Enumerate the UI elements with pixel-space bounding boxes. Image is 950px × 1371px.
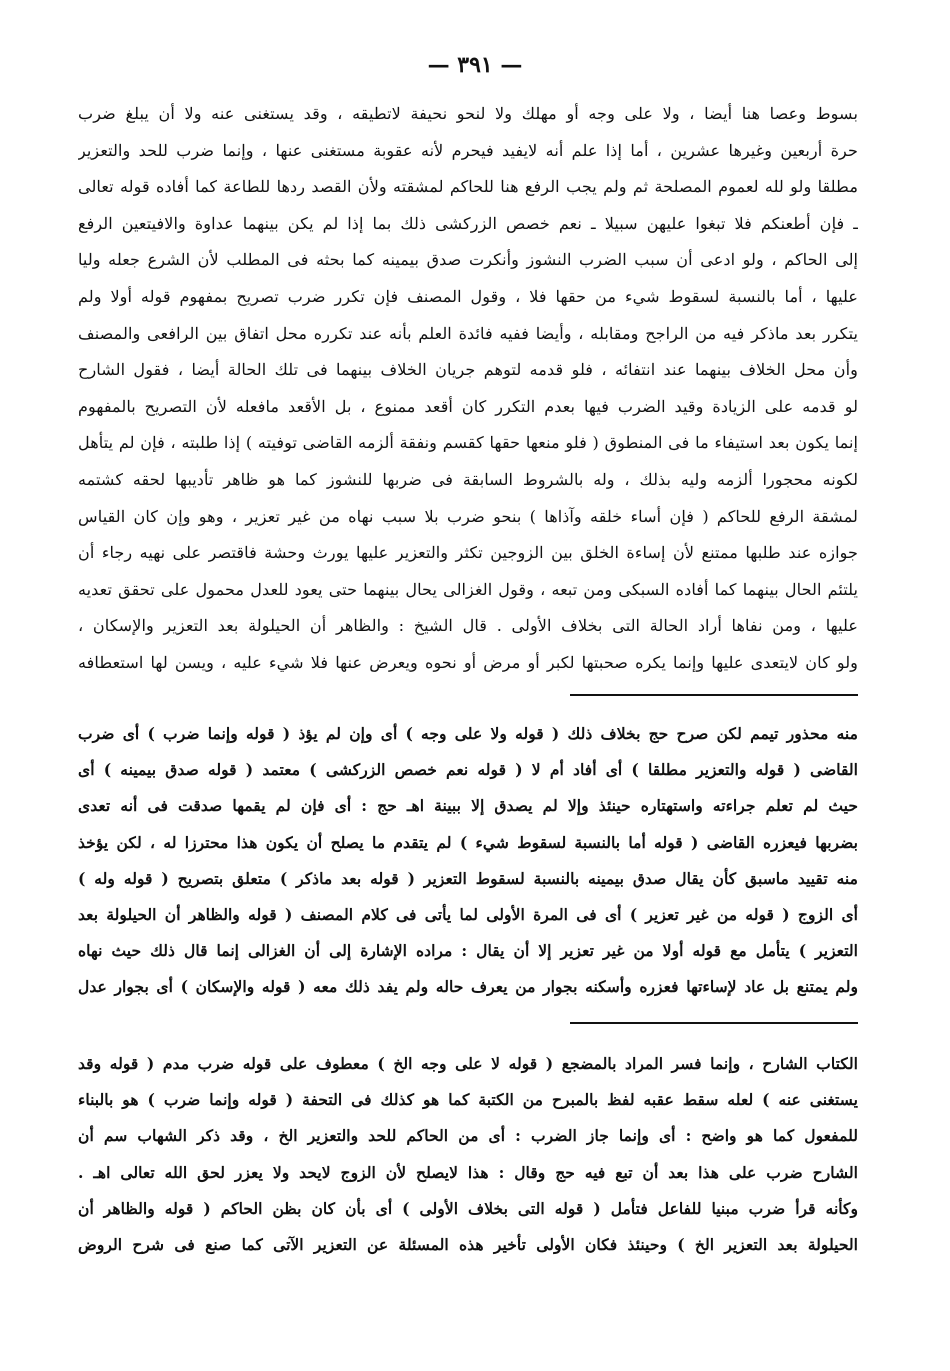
footnote-line: الكتاب الشارح ، وإنما فسر المراد بالمضجع ( قوله لا على وجه الخ ) معطوف على قوله ضرب مدم ( قوله وقد: [78, 1054, 858, 1073]
main-text-line: وأن محل الخلاف بينهما عند انتفائه ، فلو قدمه لتوهم جريان الخلاف بينهما فى تلك الحالة أيضا ، فقول الشارح: [78, 360, 858, 380]
main-text-line: إنما يكون بعد استيفاء ما فى المنطوق ( فلو منعها حقها كقسم ونفقة ألزمه القاضى توفيته ) إذا طلبته ، فإن لم يتأهل: [78, 433, 858, 453]
footnote-divider: [570, 694, 858, 696]
footnote-line: القاضى ( قوله والتعزير مطلقا ) أى أفاد أم لا ( قوله نعم خصص الزركشى ) معتمد ( قوله صدق بيمينه ) أى: [78, 760, 858, 780]
footnote-divider: [570, 1022, 858, 1024]
footnote-line: للمفعول كما هو واضح : أى وإنما جاز الضرب : أى من الحاكم للحد والتعزير الخ ، وقد ذكر الشهاب سم أن: [78, 1126, 858, 1146]
main-text-line: مطلقا ولو لله لعموم المصلحة ثم ولم يجب الرفع هنا للحاكم لمشقته ولأن القصد ردها للطاعة كما أفاده قوله تعالى: [78, 177, 858, 197]
main-text-line: ـ فإن أطعنكم فلا تبغوا عليهن سبيلا ـ نعم خصص الزركشى ذلك بما إذا لم يكن بينهما عداوة والافيتعين الرفع: [78, 213, 858, 233]
footnote-line: التعزير ) يتأمل مع قوله أولا من غير تعزير إلا أن يقال : مراده الإشارة إلى أن الغزالى إنما قال ذلك حيث نهاه: [78, 941, 858, 961]
page-number: — ٣٩١ —: [427, 52, 523, 78]
main-text-line: جوازه عند طلبها ممتنع لأن إساءة الخلق بين الزوجين تكثر والتعزير عليها يورث وحشة فاقتصر على نهيه رجاء أن: [78, 543, 858, 563]
main-text-line: بسوط وعصا هنا أيضا ، ولا على وجه أو مهلك ولا لنحو نحيفة لاتطيقه ، وقد يستغنى عنه ولا أن يبلغ ضرب: [78, 104, 858, 123]
main-text-line: حرة أربعين وغيرها عشرين ، أما إذا علم أنه لايفيد فيحرم لأنه عقوبة مستغنى عنها ، وإنما ضرب للحد والتعزير: [78, 140, 858, 160]
footnote-line: منه تقييد ماسبق كأن يقال صدق بيمينه بالنسبة لسقوط التعزير ( قوله بعد ماذكر ) متعلق بتصريح ( قوله وله ): [78, 868, 858, 888]
main-text-line: عليها ، أما بالنسبة لسقوط شيء من حقها فلا ، وقول المصنف فإن تكرر ضرب تصريح بمفهوم قوله أولا ولم: [78, 286, 858, 306]
footnote-line: الشارح ضرب على هذا بعد أن تبع فيه حج وقال : هذا لايصلح لأن الزوج لايحد ولا يعزر لحق الله تعالى اهـ .: [78, 1162, 858, 1182]
main-text-block: [78, 96, 858, 682]
footnote-line: الحيلولة بعد التعزير الخ ) وحينئذ فكان الأولى تأخير هذه المسئلة عن التعزير الآتى كما صنع فى شرح الروض: [78, 1234, 858, 1254]
footnote-line: ولم يمتنع بل عاد لإساءتها فعزره وأسكنه بجوار من يعرف حاله ولم يفد ذلك معه ( قوله والإسكان ) أى بجوار عدل: [78, 977, 858, 997]
footnote-line: بضربها فيعزره القاضى ( قوله أما بالنسبة لسقوط شيء ) لم يتقدم ما يصلح أن يكون هذا محترزا له ، لكن يؤخذ: [78, 832, 858, 852]
footnote-line: منه محذور تيمم لكن صرح حج بخلاف ذلك ( قوله ولا على وجه ) أى وإن لم يؤذ ( قوله وإنما ضرب ) أى ضرب: [78, 724, 858, 743]
main-text-line: يتكرر بعد ماذكر فيه من الراجح ومقابله ، وأيضا ففيه فائدة العلم بأنه عند تكرره محل اتفاق بين الرافعى والمصنف: [78, 323, 858, 343]
main-text-line: لمشقة الرفع للحاكم ( فإن أساء خلقه وآذاها ) بنحو ضرب بلا سبب نهاه من غير تعزير ، وهو وإن كان القياس: [78, 506, 858, 526]
main-text-line: لو قدمه على الزيادة وقيد الضرب فيها بعدم التكرر كان أقعد ممنوع ، بل الأقعد مافعله لأن التصريح بالمفهوم: [78, 396, 858, 416]
footnote-line: أى الزوج ( قوله من غير تعزير ) أى فى المرة الأولى لما يأتى فى كلام المصنف ( قوله والظاهر أن الحيلولة بعد: [78, 904, 858, 924]
footnote-block-1: [78, 716, 858, 1006]
footnote-line: وكأنه قرأ ضرب مبنيا للفاعل فتأمل ( قوله التى بخلاف الأولى ) أى بأن كان بظن الحاكم ( قوله والظاهر أن: [78, 1198, 858, 1218]
main-text-line: يلتئم الحال بينهما كما أفاده السبكى ومن تبعه ، وقول الغزالى يحال بينهما حتى يعود للعدل محمول على تحقق تعديه: [78, 579, 858, 599]
main-text-line: عليها ، ومن نفاها أراد الحالة التى بخلاف الأولى . قال الشيخ : والظاهر أن الحيلولة بعد التعزير والإسكان ،: [78, 616, 858, 636]
footnote-line: يستغنى عنه ) لعله سقط عقبه لفظ بالمبرح من الكتبة كما هو كذلك فى التحفة ( قوله وإنما ضرب ) هو بالبناء: [78, 1090, 858, 1110]
main-text-line: لكونه محجورا ألزمه وليه بذلك ، وله بالشروط السابقة فى ضربها للنشوز كما هو ظاهر تأديبها لحقه كشتمه: [78, 469, 858, 489]
footnote-line: حيث لم تعلم جراءته واستهتاره حينئذ وإلا لم يصدق إلا ببينة اهـ حج : أى فإن لم يقمها صدقت فى أنه تعدى: [78, 796, 858, 816]
main-text-line: ولو كان لايتعدى عليها وإنما يكره صحبتها لكبر أو مرض أو نحوه ويعرض عنها فلا شيء عليه ، ويسن لها استعطافه: [78, 652, 858, 672]
main-text-line: إلى الحاكم ، ولو ادعى أن سبب الضرب النشوز وأنكرت صدق بيمينه كما بحثه فى المطلب لأن الشرع جعله وليا: [78, 250, 858, 270]
footnote-block-2: [78, 1046, 858, 1263]
